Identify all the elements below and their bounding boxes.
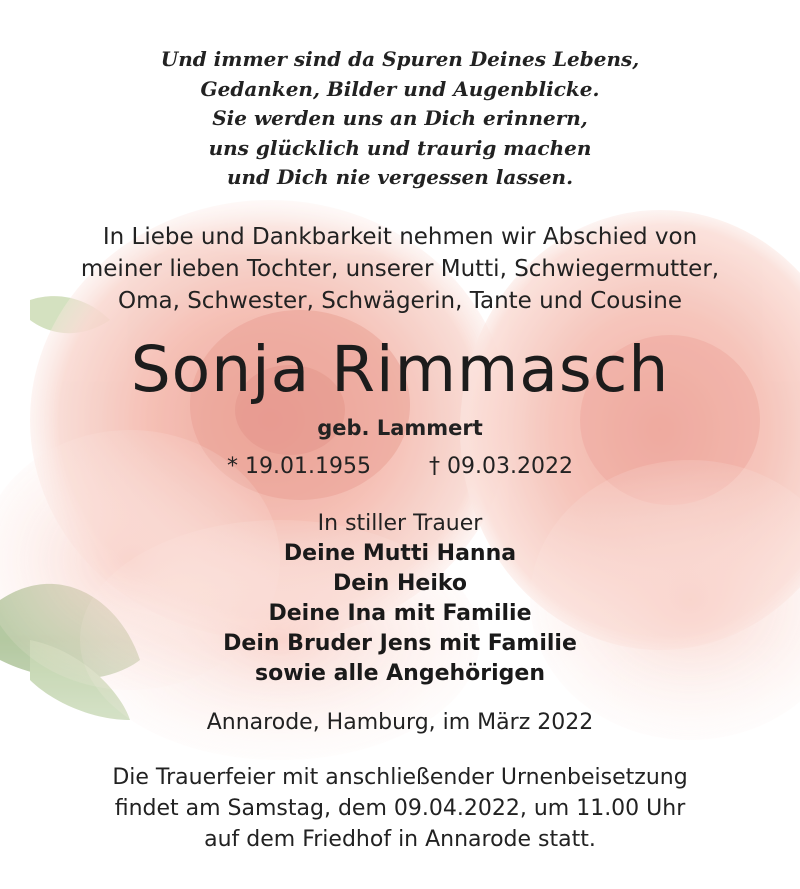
intro-line: meiner lieben Tochter, unserer Mutti, Schwiegermutter, (80, 256, 720, 282)
poem-line: Gedanken, Bilder und Augenblicke. (200, 76, 600, 101)
mourners-list (0, 539, 800, 689)
birth-date: * 19.01.1955 (227, 454, 371, 479)
mourner: Dein Heiko (332, 571, 468, 596)
service-line: Die Trauerfeier mit anschließender Urnenbeisetzung (112, 765, 688, 790)
mourner: Deine Ina mit Familie (268, 601, 532, 626)
service-line: auf dem Friedhof in Annarode statt. (204, 827, 596, 852)
death-date: † 09.03.2022 (429, 454, 573, 479)
service-line: findet am Samstag, dem 09.04.2022, um 11.00 Uhr (114, 796, 686, 821)
memorial-poem (0, 45, 800, 193)
poem-line: und Dich nie vergessen lassen. (226, 165, 574, 189)
mourning-heading: In stiller Trauer (317, 511, 483, 536)
intro-line: In Liebe und Dankbarkeit nehmen wir Abschied von (102, 224, 698, 250)
mourner: Deine Mutti Hanna (283, 541, 517, 566)
poem-line: Sie werden uns an Dich erinnern, (212, 106, 588, 130)
mourner: Dein Bruder Jens mit Familie (223, 631, 577, 656)
funeral-service-info (0, 762, 800, 855)
poem-line: uns glücklich und traurig machen (208, 135, 592, 160)
life-dates (0, 452, 800, 482)
deceased-name: Sonja Rimmasch (130, 333, 670, 406)
farewell-intro (0, 221, 800, 317)
intro-line: Oma, Schwester, Schwägerin, Tante und Cousine (117, 288, 683, 314)
maiden-name: geb. Lammert (317, 416, 483, 440)
place-and-date: Annarode, Hamburg, im März 2022 (206, 710, 594, 735)
mourner: sowie alle Angehörigen (254, 661, 546, 686)
poem-line: Und immer sind da Spuren Deines Lebens, (160, 47, 640, 71)
